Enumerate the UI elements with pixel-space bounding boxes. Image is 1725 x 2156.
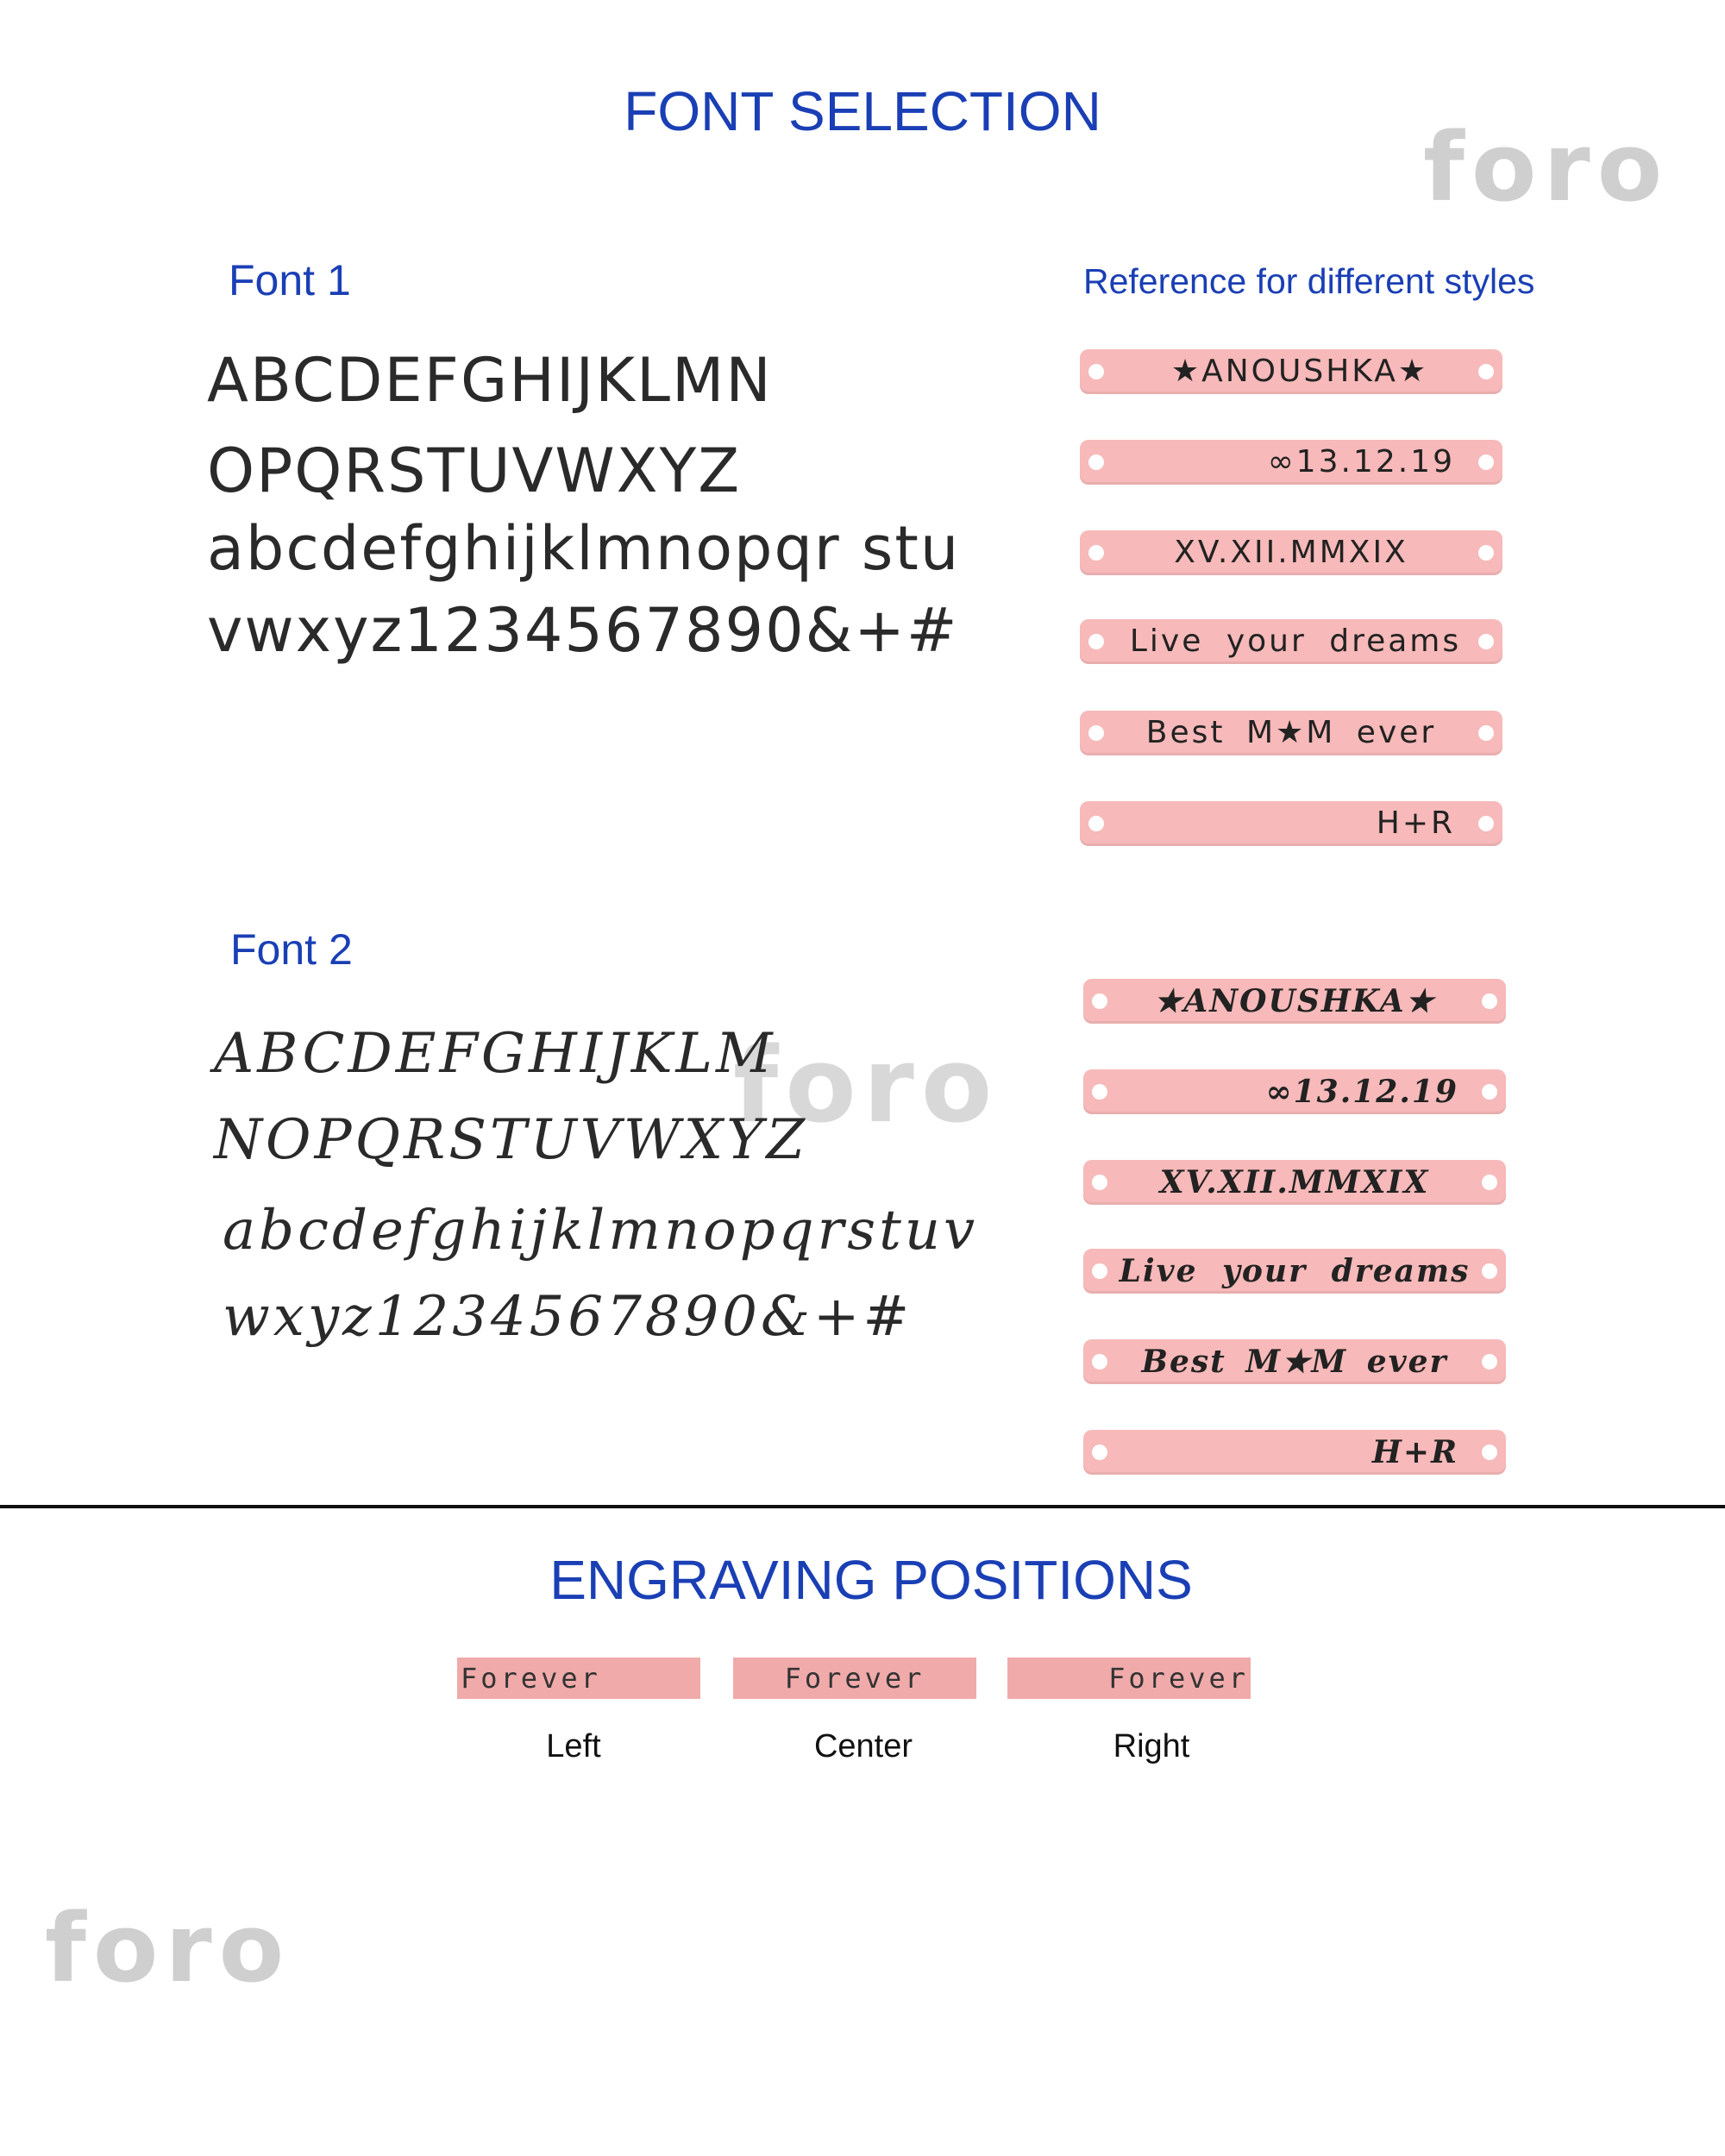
plate-text: Live your dreams (1119, 1253, 1471, 1289)
plate-hole (1482, 993, 1497, 1009)
plate-text: Best M★M ever (1145, 715, 1437, 750)
plate-hole (1478, 634, 1494, 649)
plate-hole (1478, 816, 1494, 831)
plate-text: Best M★M ever (1141, 1344, 1448, 1380)
font2-sample-line: wxyz1234567890&+# (223, 1285, 913, 1349)
plate-hole (1092, 1354, 1107, 1369)
plate-hole (1482, 1084, 1497, 1100)
plate-hole (1482, 1445, 1497, 1460)
font1-plate (1080, 711, 1502, 755)
plate-text: ∞13.12.19 (1265, 1074, 1458, 1110)
plate-hole (1478, 545, 1494, 561)
font2-plate (1083, 979, 1506, 1024)
font2-sample-line: abcdefghijklmnopqrstuv (223, 1199, 979, 1263)
font1-heading: Font 1 (229, 256, 351, 304)
font2-heading: Font 2 (230, 925, 353, 974)
font1-plate (1080, 801, 1502, 846)
font2-sample-line: ABCDEFGHIJKLM (214, 1022, 776, 1086)
plate-text: XV.XII.MMXIX (1174, 535, 1408, 570)
font2-plate (1083, 1339, 1506, 1384)
position-label-right: Right (1113, 1728, 1190, 1764)
plate-hole (1482, 1263, 1497, 1279)
watermark-logo-top: foro (1423, 112, 1670, 222)
font2-plate (1083, 1069, 1506, 1114)
plate-hole (1088, 816, 1104, 831)
plate-hole (1478, 454, 1494, 470)
plate-hole (1088, 454, 1104, 470)
font1-sample-line: vwxyz1234567890&+# (207, 595, 959, 666)
position-sample-text: Forever (784, 1662, 925, 1695)
font2-plate (1083, 1430, 1506, 1475)
page-title: FONT SELECTION (624, 80, 1101, 142)
plate-hole (1092, 1263, 1107, 1279)
position-label-center: Center (813, 1728, 913, 1764)
plate-hole (1092, 1084, 1107, 1100)
font2-plate (1083, 1249, 1506, 1294)
position-bar-left (457, 1658, 700, 1699)
plate-hole (1088, 364, 1104, 379)
plate-text: Live your dreams (1129, 624, 1462, 659)
plate-hole (1092, 993, 1107, 1009)
plate-text: H+R (1376, 805, 1455, 841)
plate-hole (1088, 545, 1104, 561)
plate-text: ∞13.12.19 (1267, 444, 1455, 479)
plate-hole (1482, 1354, 1497, 1369)
position-sample-text: Forever (1108, 1662, 1249, 1695)
plate-hole (1482, 1175, 1497, 1190)
font1-plate (1080, 619, 1502, 664)
position-bar-center (733, 1658, 976, 1699)
section-divider (0, 1505, 1725, 1508)
plate-hole (1092, 1175, 1107, 1190)
plate-text: XV.XII.MMXIX (1159, 1164, 1430, 1200)
plate-text: H+R (1371, 1434, 1458, 1470)
plate-hole (1092, 1445, 1107, 1460)
plate-hole (1088, 634, 1104, 649)
font2-sample-line: NOPQRSTUVWXYZ (214, 1108, 808, 1172)
font1-plate (1080, 530, 1502, 575)
font1-plate (1080, 440, 1502, 485)
font1-sample-line: ABCDEFGHIJKLMN (207, 345, 773, 416)
plate-hole (1478, 364, 1494, 379)
font1-sample-line: OPQRSTUVWXYZ (207, 436, 742, 506)
reference-heading: Reference for different styles (1083, 261, 1535, 301)
plate-hole (1478, 725, 1494, 741)
font1-sample-line: abcdefghijklmnopqr stu (207, 513, 961, 584)
watermark-logo-bottom: foro (45, 1893, 292, 2003)
position-bar-right (1007, 1658, 1251, 1699)
plate-hole (1088, 725, 1104, 741)
position-sample-text: Forever (461, 1662, 601, 1695)
font2-plate (1083, 1160, 1506, 1205)
watermark-logo-center: foro (733, 1026, 1000, 1146)
engraving-title: ENGRAVING POSITIONS (549, 1549, 1193, 1611)
position-label-left: Left (546, 1728, 601, 1764)
font1-plate (1080, 349, 1502, 394)
plate-text: ★ANOUSHKA★ (1154, 983, 1435, 1019)
plate-text: ★ANOUSHKA★ (1170, 354, 1429, 389)
